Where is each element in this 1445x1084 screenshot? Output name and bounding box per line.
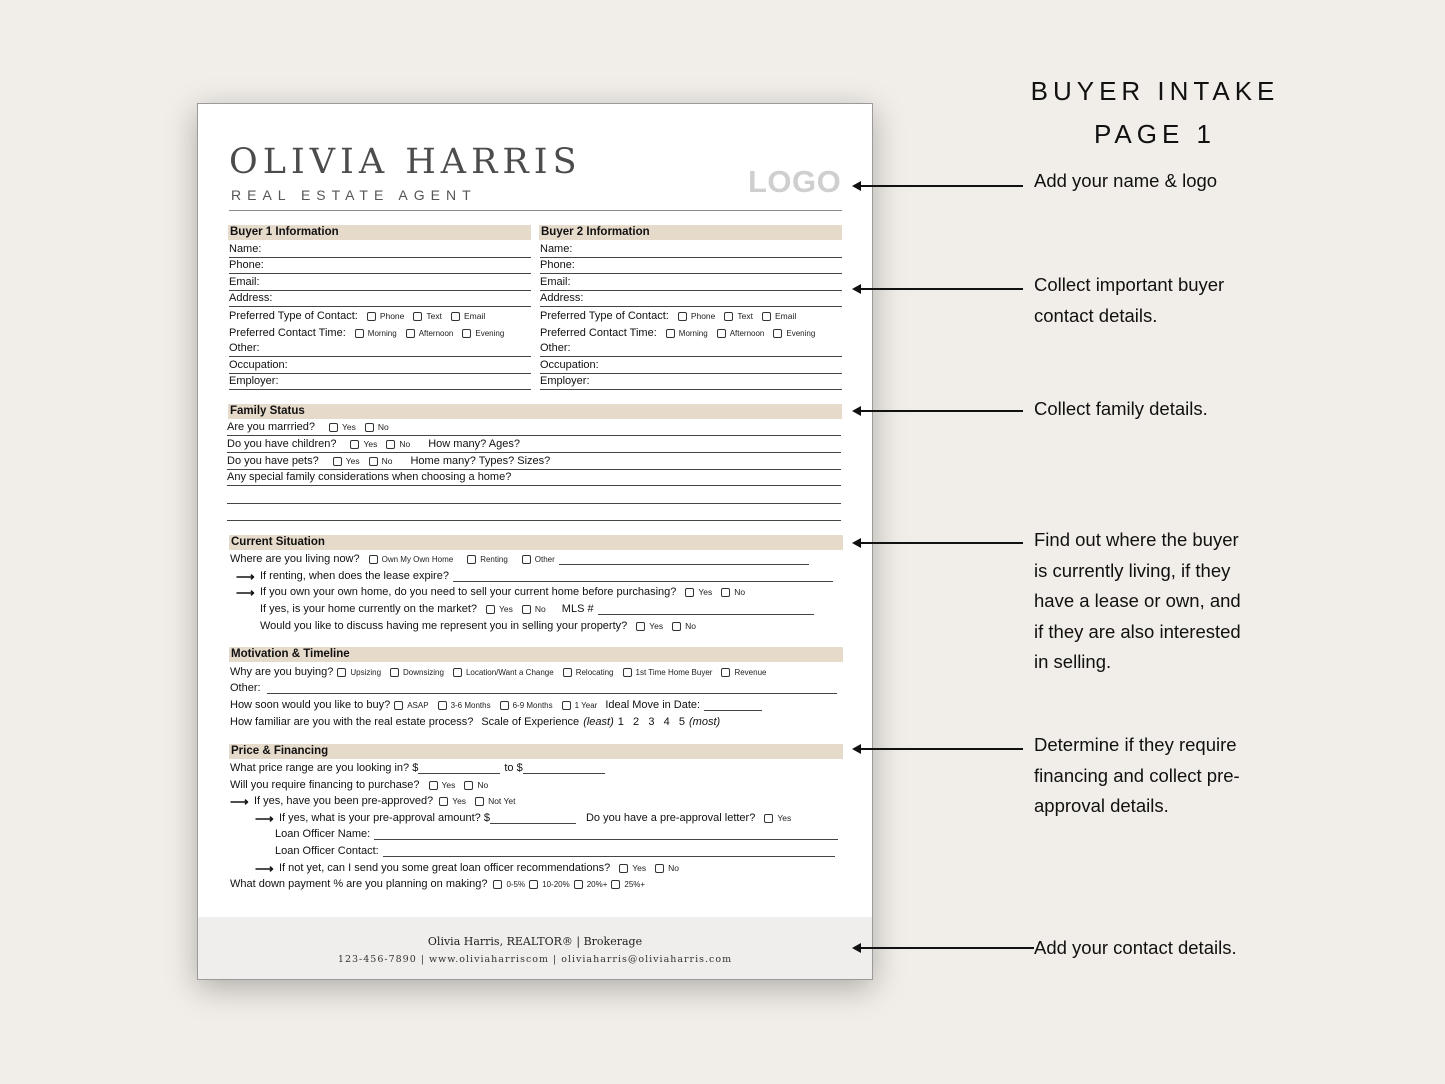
sell-yes-checkbox[interactable] bbox=[685, 585, 712, 600]
checkbox-icon bbox=[406, 329, 415, 338]
recommend-no-checkbox[interactable] bbox=[655, 861, 679, 876]
buyer2-email-label: Email: bbox=[540, 276, 571, 288]
checkbox-label: Email bbox=[464, 310, 486, 321]
financing-yes-checkbox[interactable] bbox=[429, 778, 456, 793]
price-range-label: What price range are you looking in? $ bbox=[230, 761, 419, 774]
checkbox-label: 6-9 Months bbox=[512, 700, 553, 710]
buyer2-pref-type-label: Preferred Type of Contact: bbox=[540, 309, 669, 322]
checkbox-label: Downsizing bbox=[403, 667, 444, 677]
checkbox-icon bbox=[369, 555, 378, 564]
checkbox-icon bbox=[623, 668, 632, 677]
preapproval-amount-input[interactable] bbox=[490, 812, 576, 824]
checkbox-label: Relocating bbox=[575, 667, 614, 677]
buyer2-phone-checkbox[interactable] bbox=[678, 309, 716, 324]
annotation-footer bbox=[1034, 933, 1237, 964]
checkbox-label: ASAP bbox=[407, 700, 429, 710]
special-considerations-row[interactable] bbox=[227, 470, 841, 486]
buyer1-morning-checkbox[interactable] bbox=[355, 326, 397, 341]
family-heading: Family Status bbox=[228, 404, 842, 419]
checkbox-label: Yes bbox=[342, 422, 356, 432]
pets-details-label: Home many? Types? Sizes? bbox=[410, 455, 551, 467]
own-home-checkbox[interactable] bbox=[369, 552, 454, 567]
checkbox-icon bbox=[439, 797, 448, 806]
checkbox-label: Afternoon bbox=[418, 328, 454, 338]
annotation-text: is currently living, if they bbox=[1034, 559, 1231, 581]
married-yes-checkbox[interactable] bbox=[329, 420, 356, 435]
buyer1-phone-checkbox[interactable] bbox=[367, 309, 405, 324]
buyer2-phone-label: Phone: bbox=[540, 259, 575, 271]
price-range-row bbox=[230, 760, 844, 776]
buyer2-email-checkbox[interactable] bbox=[762, 309, 796, 324]
renting-checkbox[interactable] bbox=[467, 552, 508, 567]
checkbox-label: 20%+ bbox=[586, 879, 608, 889]
footer-contact-details: 123-456-7890 | www.oliviaharriscom | oliviaharris@oliviaharris.com bbox=[337, 954, 733, 965]
annotation-name-logo bbox=[1034, 166, 1217, 197]
market-yes-checkbox[interactable] bbox=[486, 602, 513, 617]
timeframe-checkbox[interactable] bbox=[500, 698, 553, 713]
checkbox-label: Upsizing bbox=[350, 667, 382, 677]
checkbox-icon bbox=[462, 329, 471, 338]
other-living-checkbox[interactable] bbox=[522, 552, 555, 567]
down-payment-row bbox=[230, 876, 844, 892]
lease-label: If renting, when does the lease expire? bbox=[260, 569, 449, 582]
buyer2-afternoon-checkbox[interactable] bbox=[717, 326, 765, 341]
checkbox-label: 1st Time Home Buyer bbox=[635, 667, 713, 677]
annotation-text: Collect family details. bbox=[1034, 398, 1208, 419]
checkbox-icon bbox=[390, 668, 399, 677]
checkbox-label: No bbox=[534, 603, 546, 614]
annotation-text: approval details. bbox=[1034, 795, 1169, 816]
agent-title: REAL ESTATE AGENT bbox=[231, 187, 477, 203]
children-row bbox=[227, 437, 841, 453]
reason-checkbox[interactable] bbox=[623, 665, 713, 680]
checkbox-label: Text bbox=[737, 310, 753, 321]
buyer2-occupation-label: Occupation: bbox=[540, 359, 599, 371]
preapproved-label: If yes, have you been pre-approved? bbox=[254, 794, 434, 807]
checkbox-label: No bbox=[477, 779, 489, 790]
motivation-heading: Motivation & Timeline bbox=[229, 647, 843, 662]
checkbox-label: Other bbox=[534, 554, 555, 564]
soon-row bbox=[230, 697, 844, 713]
checkbox-icon bbox=[500, 701, 509, 710]
agent-name: OLIVIA HARRIS bbox=[229, 142, 582, 182]
pets-label: Do you have pets? bbox=[227, 455, 319, 467]
children-label: Do you have children? bbox=[227, 438, 337, 450]
checkbox-label: Revenue bbox=[734, 667, 767, 677]
married-no-checkbox[interactable] bbox=[365, 420, 389, 435]
why-row bbox=[230, 664, 844, 680]
special-considerations-line[interactable] bbox=[227, 503, 841, 504]
represent-row bbox=[260, 618, 844, 634]
buyer2-employer-field[interactable] bbox=[540, 374, 842, 390]
financing-heading: Price & Financing bbox=[229, 744, 843, 759]
checkbox-label: 0-5% bbox=[506, 879, 526, 889]
buyer1-occupation-label: Occupation: bbox=[229, 359, 288, 371]
down-payment-checkbox[interactable] bbox=[611, 877, 645, 892]
annotation-text: contact details. bbox=[1034, 304, 1158, 326]
annotation-text: Add your contact details. bbox=[1034, 937, 1237, 958]
buyer2-morning-checkbox[interactable] bbox=[666, 326, 708, 341]
pets-no-checkbox[interactable] bbox=[369, 454, 393, 469]
buyer1-pref-time-label: Preferred Contact Time: bbox=[229, 326, 346, 339]
checkbox-icon bbox=[413, 312, 422, 321]
checkbox-label: Evening bbox=[786, 328, 816, 338]
checkbox-icon bbox=[611, 880, 620, 889]
annotation-text: Add your name & logo bbox=[1034, 170, 1218, 191]
buyer1-pref-time-row bbox=[229, 325, 531, 341]
checkbox-icon bbox=[574, 880, 583, 889]
arrow-right-icon: ⟶ bbox=[236, 584, 255, 600]
buyer2-name-field[interactable] bbox=[540, 242, 842, 258]
buyer1-address-label: Address: bbox=[229, 292, 273, 304]
checkbox-label: Morning bbox=[367, 328, 397, 338]
checkbox-icon bbox=[773, 329, 782, 338]
pets-row bbox=[227, 454, 841, 470]
document-title bbox=[1000, 70, 1310, 156]
arrow-right-icon: ⟶ bbox=[230, 793, 249, 809]
living-label: Where are you living now? bbox=[230, 552, 360, 565]
other-living-input[interactable] bbox=[559, 553, 809, 565]
annotation-text: have a lease or own, and bbox=[1034, 590, 1241, 611]
checkbox-label: Phone bbox=[379, 310, 405, 321]
checkbox-icon bbox=[724, 312, 733, 321]
checkbox-label: 10-20% bbox=[542, 879, 570, 889]
buyer2-occupation-field[interactable] bbox=[540, 358, 842, 374]
checkbox-label: 25%+ bbox=[624, 879, 646, 889]
down-payment-checkbox[interactable] bbox=[574, 877, 608, 892]
arrow-right-icon: ⟶ bbox=[255, 810, 274, 826]
checkbox-icon bbox=[522, 555, 531, 564]
buyer1-email-label: Email: bbox=[229, 276, 260, 288]
checkbox-icon bbox=[685, 588, 694, 597]
checkbox-icon bbox=[764, 814, 773, 823]
checkbox-icon bbox=[386, 440, 395, 449]
officer-name-row bbox=[275, 826, 843, 842]
checkbox-icon bbox=[486, 605, 495, 614]
buyer1-text-checkbox[interactable] bbox=[413, 309, 442, 324]
buyer1-afternoon-checkbox[interactable] bbox=[406, 326, 454, 341]
annotation-arrow-line bbox=[858, 410, 1023, 412]
market-label: If yes, is your home currently on the market? bbox=[260, 602, 478, 615]
annotation-text: financing and collect pre- bbox=[1034, 764, 1240, 786]
checkbox-icon bbox=[467, 555, 476, 564]
buyer2-address-field[interactable] bbox=[540, 291, 842, 307]
checkbox-label: 1 Year bbox=[574, 700, 598, 710]
preapproval-amount-label: If yes, what is your pre-approval amount? $ bbox=[279, 811, 490, 824]
special-considerations-line[interactable] bbox=[227, 520, 841, 521]
scale-label: Scale of Experience bbox=[481, 715, 580, 728]
checkbox-icon bbox=[762, 312, 771, 321]
buyer2-other-field[interactable] bbox=[540, 341, 842, 357]
buyer2-evening-checkbox[interactable] bbox=[773, 326, 815, 341]
checkbox-label: Own My Own Home bbox=[381, 554, 454, 564]
children-no-checkbox[interactable] bbox=[386, 437, 410, 452]
document-title-line2: PAGE 1 bbox=[1093, 119, 1216, 149]
checkbox-icon bbox=[529, 880, 538, 889]
buyer1-phone-field[interactable] bbox=[229, 258, 531, 274]
preapproved-row bbox=[230, 793, 844, 809]
annotation-situation bbox=[1034, 525, 1241, 678]
checkbox-icon bbox=[438, 701, 447, 710]
header-divider bbox=[229, 210, 842, 211]
married-label: Are you marrried? bbox=[227, 421, 316, 433]
represent-label: Would you like to discuss having me represent you in selling your property? bbox=[260, 619, 628, 632]
buyer2-email-field[interactable] bbox=[540, 275, 842, 291]
preapproval-letter-label: Do you have a pre-approval letter? bbox=[585, 811, 756, 824]
children-details-label: How many? Ages? bbox=[428, 438, 520, 450]
checkbox-label: Yes bbox=[345, 456, 360, 466]
checkbox-icon bbox=[562, 701, 571, 710]
checkbox-label: Location/Want a Change bbox=[465, 667, 554, 677]
down-payment-checkbox[interactable] bbox=[529, 877, 570, 892]
buyer1-phone-label: Phone: bbox=[229, 259, 264, 271]
annotation-text: Find out where the buyer bbox=[1034, 529, 1239, 550]
checkbox-icon bbox=[464, 781, 473, 790]
buyer2-pref-time-label: Preferred Contact Time: bbox=[540, 326, 657, 339]
annotation-arrow-line bbox=[858, 748, 1023, 750]
checkbox-icon bbox=[636, 622, 645, 631]
annotation-arrow-line bbox=[858, 288, 1023, 290]
annotation-arrow-line bbox=[858, 947, 1034, 949]
checkbox-label: No bbox=[381, 456, 393, 466]
preapproved-yes-checkbox[interactable] bbox=[439, 794, 466, 809]
annotation-text: Collect important buyer bbox=[1034, 274, 1225, 295]
checkbox-label: Afternoon bbox=[729, 328, 765, 338]
ideal-date-input[interactable] bbox=[704, 699, 762, 711]
timeframe-checkbox[interactable] bbox=[438, 698, 491, 713]
checkbox-label: No bbox=[685, 620, 697, 631]
lease-input[interactable] bbox=[453, 570, 833, 582]
arrow-right-icon: ⟶ bbox=[255, 860, 274, 876]
familiar-label: How familiar are you with the real estate process? bbox=[230, 715, 474, 728]
checkbox-icon bbox=[394, 701, 403, 710]
timeframe-checkbox[interactable] bbox=[562, 698, 598, 713]
price-max-input[interactable] bbox=[523, 762, 605, 774]
checkbox-icon bbox=[355, 329, 364, 338]
officer-contact-row bbox=[275, 843, 843, 859]
living-row bbox=[230, 551, 844, 567]
sell-no-checkbox[interactable] bbox=[721, 585, 745, 600]
recommend-row bbox=[255, 860, 845, 876]
financing-no-checkbox[interactable] bbox=[464, 778, 488, 793]
checkbox-icon bbox=[329, 423, 338, 432]
buyer2-pref-time-row bbox=[540, 325, 842, 341]
checkbox-label: Yes bbox=[777, 812, 792, 823]
arrow-right-icon: ⟶ bbox=[236, 568, 255, 584]
sell-label: If you own your own home, do you need to sell your current home before purchasing? bbox=[260, 585, 677, 598]
annotation-text: if they are also interested bbox=[1034, 620, 1241, 642]
checkbox-label: No bbox=[377, 422, 389, 432]
letter-yes-checkbox[interactable] bbox=[764, 811, 791, 826]
represent-yes-checkbox[interactable] bbox=[636, 619, 663, 634]
checkbox-icon bbox=[522, 605, 531, 614]
logo-placeholder: LOGO bbox=[748, 164, 842, 199]
buyer2-text-checkbox[interactable] bbox=[724, 309, 753, 324]
ideal-date-label: Ideal Move in Date: bbox=[605, 698, 701, 711]
reason-checkbox[interactable] bbox=[337, 665, 381, 680]
checkbox-label: Renting bbox=[480, 554, 508, 564]
require-financing-row bbox=[230, 777, 844, 793]
why-label: Why are you buying? bbox=[230, 665, 334, 678]
checkbox-icon bbox=[655, 864, 664, 873]
buyer1-pref-type-row bbox=[229, 308, 531, 324]
buyer2-phone-field[interactable] bbox=[540, 258, 842, 274]
motivation-other-row bbox=[230, 680, 844, 696]
intake-form-page bbox=[197, 103, 873, 980]
checkbox-icon bbox=[666, 329, 675, 338]
mls-label: MLS # bbox=[561, 602, 594, 615]
officer-contact-label: Loan Officer Contact: bbox=[275, 844, 379, 857]
buyer2-other-label: Other: bbox=[540, 342, 571, 354]
annotation-financing bbox=[1034, 730, 1240, 822]
children-yes-checkbox[interactable] bbox=[350, 437, 377, 452]
pets-yes-checkbox[interactable] bbox=[333, 454, 360, 469]
checkbox-icon bbox=[493, 880, 502, 889]
officer-contact-input[interactable] bbox=[383, 845, 835, 857]
market-row bbox=[260, 601, 844, 617]
checkbox-icon bbox=[453, 668, 462, 677]
buyer1-other-label: Other: bbox=[229, 342, 260, 354]
checkbox-label: Yes bbox=[363, 439, 378, 449]
annotation-text: Determine if they require bbox=[1034, 734, 1237, 755]
buyer2-heading: Buyer 2 Information bbox=[539, 225, 842, 240]
price-min-input[interactable] bbox=[418, 762, 500, 774]
recommend-yes-checkbox[interactable] bbox=[619, 861, 646, 876]
checkbox-label: Morning bbox=[678, 328, 708, 338]
buyer2-name-label: Name: bbox=[540, 243, 573, 255]
annotation-arrow-line bbox=[858, 542, 1023, 544]
mls-input[interactable] bbox=[598, 603, 814, 615]
checkbox-icon bbox=[451, 312, 460, 321]
checkbox-icon bbox=[563, 668, 572, 677]
buyer1-email-field[interactable] bbox=[229, 275, 531, 291]
checkbox-label: Text bbox=[426, 310, 442, 321]
officer-name-input[interactable] bbox=[374, 828, 838, 840]
down-payment-label: What down payment % are you planning on making? bbox=[230, 877, 488, 890]
buyer1-evening-checkbox[interactable] bbox=[462, 326, 504, 341]
annotation-arrow-line bbox=[858, 185, 1023, 187]
buyer1-email-checkbox[interactable] bbox=[451, 309, 485, 324]
sell-row bbox=[236, 584, 844, 600]
married-row bbox=[227, 420, 841, 436]
officer-name-label: Loan Officer Name: bbox=[275, 827, 371, 840]
scale-least-label: (least) bbox=[583, 715, 614, 728]
situation-heading: Current Situation bbox=[229, 535, 843, 550]
buyer1-heading: Buyer 1 Information bbox=[228, 225, 531, 240]
reason-checkbox[interactable] bbox=[453, 665, 554, 680]
price-to-label: to $ bbox=[504, 761, 523, 774]
checkbox-label: Yes bbox=[632, 862, 647, 873]
checkbox-label: Yes bbox=[452, 795, 467, 806]
require-financing-label: Will you require financing to purchase? bbox=[230, 778, 420, 791]
annotation-family bbox=[1034, 394, 1208, 425]
checkbox-label: Yes bbox=[441, 779, 456, 790]
soon-label: How soon would you like to buy? bbox=[230, 698, 391, 711]
lease-row bbox=[236, 568, 844, 584]
reason-checkbox[interactable] bbox=[563, 665, 614, 680]
checkbox-icon bbox=[721, 588, 730, 597]
checkbox-icon bbox=[367, 312, 376, 321]
familiar-row bbox=[230, 714, 844, 730]
buyer2-employer-label: Employer: bbox=[540, 375, 590, 387]
checkbox-label: Phone bbox=[690, 310, 716, 321]
checkbox-icon bbox=[475, 797, 484, 806]
document-title-line1: BUYER INTAKE bbox=[1030, 76, 1280, 106]
checkbox-icon bbox=[619, 864, 628, 873]
annotation-text: in selling. bbox=[1034, 651, 1112, 672]
market-no-checkbox[interactable] bbox=[522, 602, 546, 617]
scale-most-label: (most) bbox=[689, 715, 721, 728]
buyer1-pref-type-label: Preferred Type of Contact: bbox=[229, 309, 358, 322]
motivation-other-input[interactable] bbox=[267, 682, 837, 694]
checkbox-label: Not Yet bbox=[488, 795, 516, 806]
buyer2-pref-type-row bbox=[540, 308, 842, 324]
checkbox-icon bbox=[337, 668, 346, 677]
checkbox-label: 3-6 Months bbox=[450, 700, 491, 710]
buyer1-name-label: Name: bbox=[229, 243, 262, 255]
footer-agent-name: Olivia Harris, REALTOR® | Brokerage bbox=[427, 935, 643, 948]
checkbox-icon bbox=[333, 457, 342, 466]
down-payment-checkbox[interactable] bbox=[493, 877, 525, 892]
checkbox-icon bbox=[350, 440, 359, 449]
preapproval-amount-row bbox=[255, 810, 845, 826]
buyer1-employer-field[interactable] bbox=[229, 374, 531, 390]
checkbox-icon bbox=[717, 329, 726, 338]
reason-checkbox[interactable] bbox=[721, 665, 766, 680]
checkbox-label: Yes bbox=[649, 620, 664, 631]
buyer1-address-field[interactable] bbox=[229, 291, 531, 307]
special-considerations-label: Any special family considerations when choosing a home? bbox=[227, 471, 512, 483]
checkbox-icon bbox=[672, 622, 681, 631]
buyer2-address-label: Address: bbox=[540, 292, 584, 304]
scale-numbers[interactable]: 1 2 3 4 5 bbox=[617, 715, 686, 728]
checkbox-icon bbox=[721, 668, 730, 677]
checkbox-label: No bbox=[399, 439, 411, 449]
timeframe-checkbox[interactable] bbox=[394, 698, 428, 713]
recommend-label: If not yet, can I send you some great loan officer recommendations? bbox=[279, 861, 611, 874]
checkbox-icon bbox=[429, 781, 438, 790]
annotation-contact-details bbox=[1034, 270, 1224, 331]
page-footer bbox=[198, 917, 872, 979]
checkbox-label: No bbox=[734, 586, 746, 597]
buyer1-other-field[interactable] bbox=[229, 341, 531, 357]
buyer1-employer-label: Employer: bbox=[229, 375, 279, 387]
reason-checkbox[interactable] bbox=[390, 665, 444, 680]
checkbox-icon bbox=[678, 312, 687, 321]
checkbox-label: Evening bbox=[475, 328, 505, 338]
checkbox-label: No bbox=[668, 862, 679, 873]
motivation-other-label: Other: bbox=[230, 681, 261, 694]
checkbox-label: Yes bbox=[698, 586, 713, 597]
buyer1-name-field[interactable] bbox=[229, 242, 531, 258]
buyer1-occupation-field[interactable] bbox=[229, 358, 531, 374]
checkbox-icon bbox=[365, 423, 374, 432]
represent-no-checkbox[interactable] bbox=[672, 619, 696, 634]
preapproved-notyet-checkbox[interactable] bbox=[475, 794, 515, 809]
checkbox-label: Yes bbox=[499, 603, 513, 614]
checkbox-label: Email bbox=[775, 310, 797, 321]
checkbox-icon bbox=[369, 457, 378, 466]
